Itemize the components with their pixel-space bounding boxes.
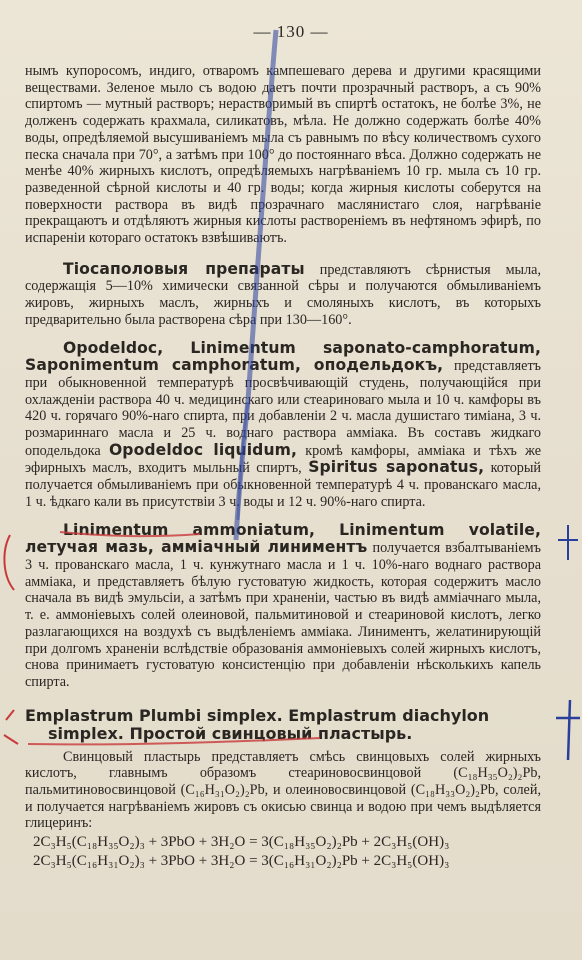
section-heading-emplastrum [25, 707, 541, 743]
term-spiritus-saponatus: Spiritus saponatus, [308, 458, 485, 477]
equation-stearate: 2C₃H₅(C₁₈H₃₅O₂)₃ + 3PbO + 3H₂O = 3(C₁₈H₃₅O₂)₂Pb + 2C₃H₅(OH)₃ [33, 834, 450, 851]
term-opodeldoc-liquidum: Opodeldoc liquidum, [108, 440, 298, 459]
paragraph-emplastrum: Свинцовый пластырь представляетъ смѣсь свинцовыхъ солей жирныхъ кислотъ, главнымъ образомъ стеариновосвинцовой (C₁₈H₃₅O₂)₂Pb, пальмитиновосвинцовой (C₁₆H₃₁O₂)₂Pb, и олеиновосвинцовой (C₁₈H₃₃O₂)₂Pb, солей, и получается нагрѣваніемъ жировъ съ окисью свинца и водою при чемъ выдѣляется глицеринъ: [25, 748, 541, 832]
term-thiosapol: Тiосаполовыя препараты [63, 259, 305, 278]
paragraph-thiosapol-text: представляютъ сѣрнистыя мыла, содержащiя 5—10% химически связанной сѣры и получаются обмыливаніемъ жировъ, жирныхъ маслъ, жирныхъ и смоляныхъ кислотъ, въ которыхъ предварительно была растворена сѣра при 130—160°. [25, 261, 541, 328]
paragraph-opodeldoc [25, 340, 541, 511]
page-body [25, 63, 541, 870]
paragraph-linimentum-text: получается взбалтываніемъ 3 ч. прованскаго масла, 1 ч. кунжутнаго масла и 1 ч. 10%-наго воднаго раствора амміака, и представляетъ бѣлую густоватую жидкость, которая содержитъ масло сначала въ видѣ эмульсіи, а затѣмъ при храненіи, частью въ видѣ амміачнаго мыла, т. е. аммонiевыхъ солей олеиновой, пальмитиновой и стеариновой кислотъ, легко разлагающихся на воздухѣ съ выдѣленіемъ амміака. Линиментъ, желатинирующій при долгомъ храненіи вслѣдствіе образованія аммонiевыхъ солей жирныхъ кислотъ, снова принимаетъ густоватую консистенцію при добавленіи нѣсколькихъ капель спирта. [25, 540, 541, 690]
blue-cross-mark-2 [556, 700, 580, 760]
page-number: — 130 — [253, 22, 329, 41]
equation-palmitate: 2C₃H₅(C₁₆H₃₁O₂)₃ + 3PbO + 3H₂O = 3(C₁₆H₃₁O₂)₂Pb + 2C₃H₅(OH)₃ [33, 853, 450, 870]
term-opodeldoc: Opodeldoc, Linimentum saponato-camphoratum, Saponimentum camphoratum, оподельдокъ, [25, 338, 541, 375]
paragraph-opodeldoc-text-1: представляетъ при обыкновенной температурѣ просвѣчивающій студень, получающійся при охлажденіи раствора 40 ч. медицинскаго или стеариноваго мыла и 10 ч. камфоры въ 420 ч. горячаго 90%-наго спирта, при добавленіи 2 ч. масла душистаго тиміана, 3 ч. розмариннаго масла и 25 ч. воднаго раствора аммiака. Въ составъ жидкаго оподельдока [25, 358, 541, 459]
red-bracket-mark [4, 535, 14, 590]
term-linimentum-ammoniatum: Linimentum ammoniatum, Linimentum volatile, летучая мазь, амміачный линиментъ [25, 520, 541, 557]
paragraph-thiosapol [25, 261, 541, 329]
red-tick-mark [4, 710, 18, 744]
paragraph-opodeldoc-text-3: который получается обмыливаніемъ при обыкновенной температурѣ 4 ч. прованскаго масла, 1 ч. ѣдкаго кали въ присутствіи 3 ч. воды и 12 ч. 90%-наго спирта. [25, 460, 542, 510]
blue-cross-mark-1 [558, 525, 578, 560]
paragraph-soap-tests: нымъ купоросомъ, индиго, отваромъ кампешеваго дерева и другими красящими веществами. Зеленое мыло съ водою даетъ почти прозрачный растворъ, а съ 90% спиртомъ — мутный растворъ; нерастворимый въ спиртѣ остатокъ, не болѣе 3%, не долженъ содержать крахмала, силикатовъ, мѣла. Не должно содержать болѣе 40% воды, опредѣляемой высушиваніемъ мыла съ равнымъ по вѣсу количествомъ сухого песка сначала при 70°, а затѣмъ при 100° до постояннаго вѣса. Должно содержать не менѣе 40% жирныхъ кислотъ, опредѣляемыхъ нагрѣваніемъ 10 гр. мыла съ 10 гр. разведенной сѣрной кислоты и 40 гр. воды; когда жирныя кислоты соберутся на поверхности раствора въ видѣ прозрачнаго маслянистаго слоя, нагрѣваніе прекращаютъ и отдѣляютъ жирныя кислоты растворенiемъ въ нефтяномъ эфирѣ, по испареніи котораго остатокъ взвѣшиваютъ. [25, 63, 541, 247]
paragraph-linimentum [25, 522, 541, 691]
paragraph-opodeldoc-text-2: кромѣ камфоры, аммiака и тѣхъ же эфирныхъ маслъ, входитъ мыльный спиртъ, [25, 442, 542, 477]
section-heading-line-1: Emplastrum Plumbi simplex. Emplastrum diachylon [25, 705, 490, 725]
section-heading-line-2: simplex. Простой свинцовый пластырь. [48, 723, 413, 743]
